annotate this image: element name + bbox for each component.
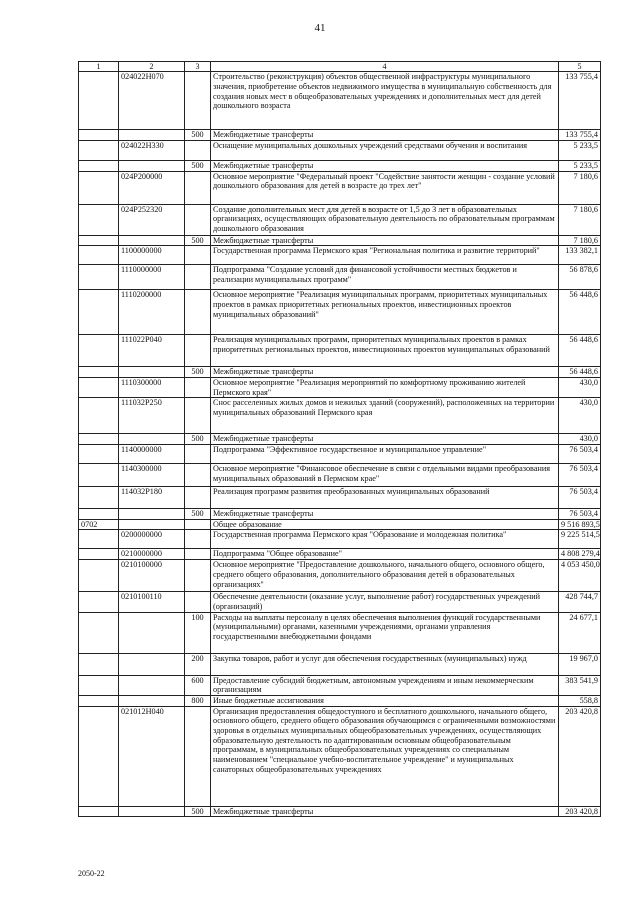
section-code-cell: [79, 530, 119, 549]
table-row: [79, 398, 601, 434]
expense-type-cell: [185, 246, 211, 265]
target-item-cell: [119, 612, 185, 653]
description-cell: Основное мероприятие "Реализация мероприятий по комфортному проживанию жителей Пермского края": [211, 378, 559, 398]
page-number: 41: [314, 22, 326, 34]
amount-cell: 558,8: [559, 695, 601, 706]
target-item-cell: 0210100110: [119, 592, 185, 612]
section-code-cell: [79, 549, 119, 560]
expense-type-cell: [185, 530, 211, 549]
amount-cell: 203 420,8: [559, 806, 601, 817]
expense-type-cell: [185, 72, 211, 130]
description-cell: Предоставление субсидий бюджетным, автономным учреждениям и иным некоммерческим организациям: [211, 675, 559, 695]
table-row: [79, 806, 601, 817]
amount-cell: 76 503,4: [559, 487, 601, 509]
section-code-cell: [79, 171, 119, 204]
description-cell: Обеспечение деятельности (оказание услуг, выполнение работ) государственных учреждений (организаций): [211, 592, 559, 612]
description-cell: Оснащение муниципальных дошкольных учреждений средствами обучения и воспитания: [211, 141, 559, 161]
table-row: [79, 519, 601, 530]
table-row: [79, 171, 601, 204]
description-cell: Закупка товаров, работ и услуг для обеспечения государственных (муниципальных) нужд: [211, 653, 559, 675]
description-cell: Государственная программа Пермского края "Региональная политика и развитие территорий": [211, 246, 559, 265]
amount-cell: 133 382,1: [559, 246, 601, 265]
amount-cell: 428 744,7: [559, 592, 601, 612]
section-code-cell: [79, 378, 119, 398]
table-row: [79, 445, 601, 464]
target-item-cell: [119, 519, 185, 530]
table-row: [79, 549, 601, 560]
target-item-cell: 024Р252320: [119, 204, 185, 235]
section-code-cell: [79, 335, 119, 367]
header-cell: 1: [79, 62, 119, 72]
table-row: [79, 695, 601, 706]
amount-cell: 4 808 279,4: [559, 549, 601, 560]
amount-cell: 5 233,5: [559, 141, 601, 161]
table-row: [79, 161, 601, 172]
target-item-cell: 1140000000: [119, 445, 185, 464]
expense-type-cell: [185, 290, 211, 335]
description-cell: Иные бюджетные ассигнования: [211, 695, 559, 706]
header-row: [79, 62, 601, 72]
amount-cell: 24 677,1: [559, 612, 601, 653]
description-cell: Государственная программа Пермского края "Образование и молодежная политика": [211, 530, 559, 549]
target-item-cell: [119, 653, 185, 675]
target-item-cell: 1100000000: [119, 246, 185, 265]
expense-type-cell: 500: [185, 806, 211, 817]
section-code-cell: [79, 130, 119, 141]
amount-cell: 383 541,9: [559, 675, 601, 695]
table-row: [79, 675, 601, 695]
expense-type-cell: 500: [185, 367, 211, 378]
description-cell: Основное мероприятие "Финансовое обеспечение в связи с отдельными видами преобразования муниципальных образований в Пермском крае": [211, 464, 559, 487]
section-code-cell: [79, 161, 119, 172]
description-cell: Расходы на выплаты персоналу в целях обеспечения выполнения функций государственными (муниципальными) органами, казенными учреждениями, органами управления государственными внебюджетными фондами: [211, 612, 559, 653]
expense-type-cell: [185, 398, 211, 434]
expense-type-cell: 500: [185, 161, 211, 172]
expense-type-cell: [185, 335, 211, 367]
section-code-cell: [79, 141, 119, 161]
expense-type-cell: [185, 592, 211, 612]
section-code-cell: [79, 204, 119, 235]
amount-cell: 430,0: [559, 378, 601, 398]
amount-cell: 9 225 514,5: [559, 530, 601, 549]
header-cell: 5: [559, 62, 601, 72]
table-row: [79, 509, 601, 520]
target-item-cell: [119, 695, 185, 706]
section-code-cell: [79, 487, 119, 509]
amount-cell: 7 180,6: [559, 235, 601, 246]
target-item-cell: [119, 509, 185, 520]
table-row: [79, 487, 601, 509]
section-code-cell: [79, 464, 119, 487]
table-row: [79, 378, 601, 398]
section-code-cell: [79, 653, 119, 675]
table-row: [79, 653, 601, 675]
target-item-cell: 024022Н330: [119, 141, 185, 161]
expense-type-cell: [185, 204, 211, 235]
description-cell: Межбюджетные трансферты: [211, 367, 559, 378]
description-cell: Создание дополнительных мест для детей в возрасте от 1,5 до 3 лет в образовательных организациях, осуществляющих образовательную деятельность по образовательным программам дошкольного образования: [211, 204, 559, 235]
section-code-cell: [79, 398, 119, 434]
amount-cell: 430,0: [559, 398, 601, 434]
section-code-cell: [79, 434, 119, 445]
expense-type-cell: 200: [185, 653, 211, 675]
section-code-cell: [79, 560, 119, 592]
table-row: [79, 72, 601, 130]
section-code-cell: 0702: [79, 519, 119, 530]
table-row: [79, 560, 601, 592]
target-item-cell: 1140300000: [119, 464, 185, 487]
section-code-cell: [79, 695, 119, 706]
target-item-cell: 021012Н040: [119, 706, 185, 806]
target-item-cell: [119, 434, 185, 445]
target-item-cell: 1110000000: [119, 265, 185, 290]
expense-type-cell: 500: [185, 509, 211, 520]
description-cell: Межбюджетные трансферты: [211, 235, 559, 246]
table-row: [79, 464, 601, 487]
table-row: [79, 235, 601, 246]
amount-cell: 5 233,5: [559, 161, 601, 172]
amount-cell: 56 448,6: [559, 367, 601, 378]
amount-cell: 430,0: [559, 434, 601, 445]
section-code-cell: [79, 509, 119, 520]
target-item-cell: 0210100000: [119, 560, 185, 592]
target-item-cell: 111022Р040: [119, 335, 185, 367]
header-cell: 4: [211, 62, 559, 72]
target-item-cell: 0210000000: [119, 549, 185, 560]
expense-type-cell: [185, 445, 211, 464]
target-item-cell: 114032Р180: [119, 487, 185, 509]
section-code-cell: [79, 675, 119, 695]
target-item-cell: 1110300000: [119, 378, 185, 398]
amount-cell: 19 967,0: [559, 653, 601, 675]
description-cell: Межбюджетные трансферты: [211, 806, 559, 817]
table-row: [79, 204, 601, 235]
expense-type-cell: [185, 706, 211, 806]
amount-cell: 56 448,6: [559, 335, 601, 367]
table-row: [79, 246, 601, 265]
expense-type-cell: 800: [185, 695, 211, 706]
section-code-cell: [79, 246, 119, 265]
document-code: 2050-22: [78, 869, 105, 878]
description-cell: Межбюджетные трансферты: [211, 509, 559, 520]
section-code-cell: [79, 235, 119, 246]
description-cell: Реализация программ развития преобразованных муниципальных образований: [211, 487, 559, 509]
section-code-cell: [79, 445, 119, 464]
amount-cell: 7 180,6: [559, 171, 601, 204]
table-row: [79, 706, 601, 806]
description-cell: Основное мероприятие "Реализация муниципальных программ, приоритетных муниципальных проектов в рамках приоритетных региональных проектов, инвестиционных проектов муниципальных образований": [211, 290, 559, 335]
target-item-cell: 1110200000: [119, 290, 185, 335]
target-item-cell: [119, 130, 185, 141]
table-row: [79, 612, 601, 653]
expense-type-cell: [185, 171, 211, 204]
section-code-cell: [79, 806, 119, 817]
table-body: [79, 72, 601, 817]
expense-type-cell: [185, 519, 211, 530]
section-code-cell: [79, 72, 119, 130]
target-item-cell: [119, 367, 185, 378]
target-item-cell: 024022Н070: [119, 72, 185, 130]
description-cell: Подпрограмма "Эффективное государственное и муниципальное управление": [211, 445, 559, 464]
table-row: [79, 141, 601, 161]
table-row: [79, 367, 601, 378]
amount-cell: 56 878,6: [559, 265, 601, 290]
expense-type-cell: [185, 265, 211, 290]
description-cell: Основное мероприятие "Федеральный проект "Содействие занятости женщин - создание условий дошкольного образования для детей в возрасте до трех лет": [211, 171, 559, 204]
description-cell: Межбюджетные трансферты: [211, 161, 559, 172]
expense-type-cell: [185, 141, 211, 161]
description-cell: Организация предоставления общедоступного и бесплатного дошкольного, начального общего, основного общего, среднего общего образования обучающимся с ограниченными возможностями здоровья в отдельных муниципальных общеобразовательных учреждениях, осуществляющих образовательную деятельность по адаптированным основным общеобразовательным программам, в муниципальных общеобразовательных учреждениях со специальным наименованием "специальное учебно-воспитательное учреждение" и муниципальных санаторных общеобразовательных учреждениях: [211, 706, 559, 806]
target-item-cell: 0200000000: [119, 530, 185, 549]
target-item-cell: 024Р200000: [119, 171, 185, 204]
table-row: [79, 130, 601, 141]
target-item-cell: [119, 161, 185, 172]
expense-type-cell: [185, 464, 211, 487]
table-row: [79, 335, 601, 367]
table-row: [79, 265, 601, 290]
description-cell: Общее образование: [211, 519, 559, 530]
description-cell: Основное мероприятие "Предоставление дошкольного, начального общего, основного общего, среднего общего образования, дополнительного образования детей в образовательных организациях": [211, 560, 559, 592]
expense-type-cell: 500: [185, 130, 211, 141]
table-row: [79, 592, 601, 612]
table-row: [79, 290, 601, 335]
description-cell: Подпрограмма "Общее образование": [211, 549, 559, 560]
expense-type-cell: [185, 378, 211, 398]
header-cell: 2: [119, 62, 185, 72]
description-cell: Подпрограмма "Создание условий для финансовой устойчивости местных бюджетов и реализации муниципальных программ": [211, 265, 559, 290]
amount-cell: 133 755,4: [559, 130, 601, 141]
amount-cell: 7 180,6: [559, 204, 601, 235]
expense-type-cell: 100: [185, 612, 211, 653]
amount-cell: 76 503,4: [559, 509, 601, 520]
expense-type-cell: [185, 487, 211, 509]
section-code-cell: [79, 265, 119, 290]
expense-type-cell: 500: [185, 235, 211, 246]
section-code-cell: [79, 612, 119, 653]
target-item-cell: [119, 675, 185, 695]
expense-type-cell: 500: [185, 434, 211, 445]
amount-cell: 133 755,4: [559, 72, 601, 130]
target-item-cell: [119, 806, 185, 817]
amount-cell: 56 448,6: [559, 290, 601, 335]
description-cell: Реализация муниципальных программ, приоритетных муниципальных проектов в рамках приоритетных региональных проектов, инвестиционных проектов муниципальных образований: [211, 335, 559, 367]
expense-type-cell: [185, 549, 211, 560]
table-row: [79, 434, 601, 445]
amount-cell: 76 503,4: [559, 464, 601, 487]
amount-cell: 203 420,8: [559, 706, 601, 806]
section-code-cell: [79, 367, 119, 378]
table-row: [79, 530, 601, 549]
amount-cell: 76 503,4: [559, 445, 601, 464]
section-code-cell: [79, 706, 119, 806]
description-cell: Снос расселенных жилых домов и нежилых зданий (сооружений), расположенных на территории муниципальных образований Пермского края: [211, 398, 559, 434]
description-cell: Строительство (реконструкция) объектов общественной инфраструктуры муниципального значения, приобретение объектов недвижимого имущества в муниципальную собственность для создания новых мест в общеобразовательных учреждениях и дополнительных мест для детей дошкольного возраста: [211, 72, 559, 130]
expense-type-cell: 600: [185, 675, 211, 695]
section-code-cell: [79, 290, 119, 335]
budget-table: [78, 61, 601, 817]
amount-cell: 4 053 450,0: [559, 560, 601, 592]
description-cell: Межбюджетные трансферты: [211, 130, 559, 141]
target-item-cell: 111032Р250: [119, 398, 185, 434]
header-cell: 3: [185, 62, 211, 72]
section-code-cell: [79, 592, 119, 612]
target-item-cell: [119, 235, 185, 246]
amount-cell: 9 516 893,5: [559, 519, 601, 530]
expense-type-cell: [185, 560, 211, 592]
description-cell: Межбюджетные трансферты: [211, 434, 559, 445]
